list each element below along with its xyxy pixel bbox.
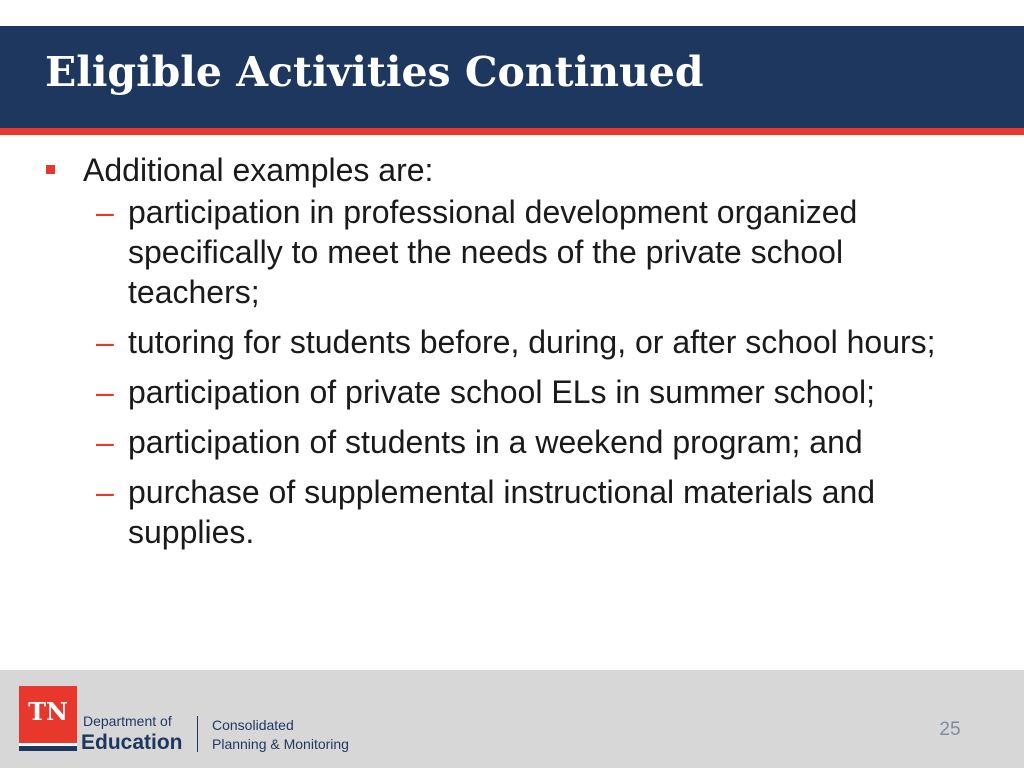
dash-bullet-icon: – — [96, 194, 114, 230]
example-text: participation of private school ELs in summer school; — [128, 374, 876, 410]
office-name-line1: Consolidated — [212, 717, 294, 733]
example-text: participation of students in a weekend program; and — [128, 424, 863, 460]
department-name-line1: Department of — [83, 713, 172, 729]
slide-body — [0, 150, 1024, 552]
example-item — [96, 322, 938, 362]
dash-bullet-icon: – — [96, 324, 114, 360]
title-underline-rule — [0, 128, 1024, 135]
office-name-line2: Planning & Monitoring — [212, 736, 349, 752]
tn-logo-text: TN — [28, 697, 68, 726]
example-text: tutoring for students before, during, or after school hours; — [128, 324, 936, 360]
bullet-level1 — [83, 150, 963, 190]
dash-bullet-icon: – — [96, 374, 114, 410]
logo-stripe-blue — [19, 746, 77, 751]
department-logo — [19, 686, 359, 754]
page-number: 25 — [939, 719, 961, 740]
slide-title: Eligible Activities Continued — [45, 48, 704, 96]
department-name-line2: Education — [81, 731, 183, 754]
example-text: participation in professional development organized specifically to meet the needs of the private school teachers; — [128, 194, 858, 310]
example-text: purchase of supplemental instructional materials and supplies. — [128, 474, 876, 550]
example-item — [96, 422, 938, 462]
tn-logo-icon — [19, 686, 77, 746]
logo-divider — [197, 716, 198, 752]
example-item — [96, 372, 938, 412]
square-bullet-icon — [46, 165, 55, 174]
example-item — [96, 192, 938, 312]
example-item — [96, 472, 938, 552]
dash-bullet-icon: – — [96, 424, 114, 460]
bullet-intro-text: Additional examples are: — [83, 152, 434, 188]
dash-bullet-icon: – — [96, 474, 114, 510]
example-list — [0, 192, 1024, 552]
